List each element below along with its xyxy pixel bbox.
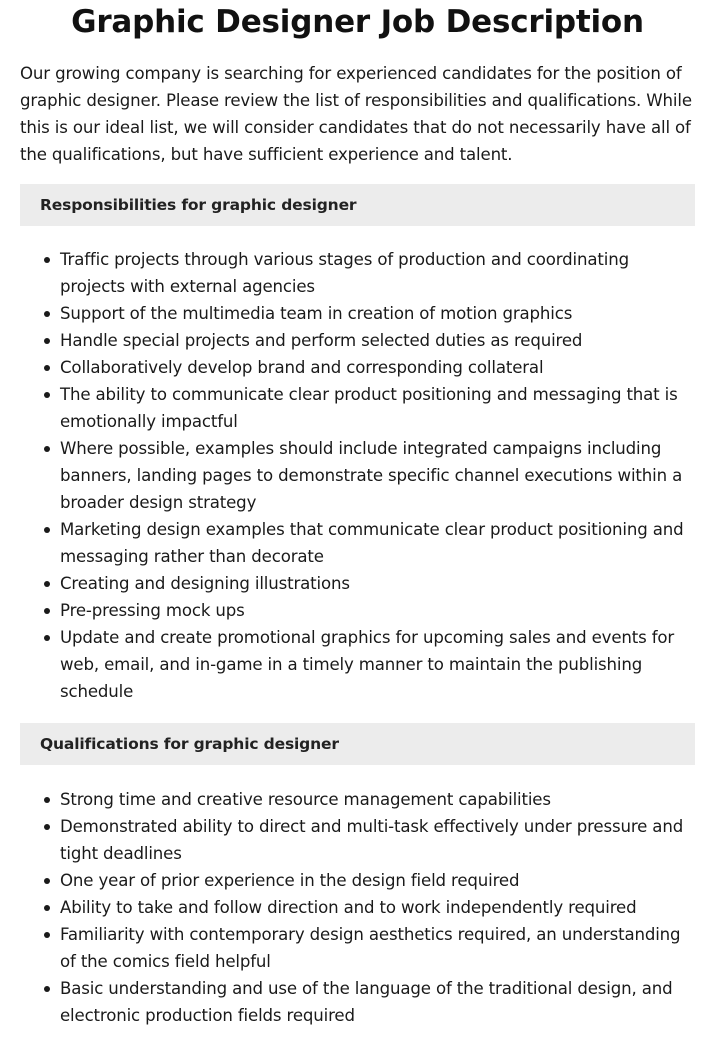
list-item: Basic understanding and use of the language of the traditional design, and electronic production fields required bbox=[60, 975, 695, 1029]
list-item: Collaboratively develop brand and corresponding collateral bbox=[60, 354, 695, 381]
qualifications-list bbox=[20, 786, 695, 1029]
qualifications-header bbox=[20, 723, 695, 765]
list-item: One year of prior experience in the design field required bbox=[60, 867, 695, 894]
list-item: Creating and designing illustrations bbox=[60, 570, 695, 597]
intro-paragraph: Our growing company is searching for experienced candidates for the position of graphic designer. Please review the list of responsibilities and qualifications. While this is our ideal list, we will consider candidates that do not necessarily have all of the qualifications, but have sufficient experience and talent. bbox=[20, 64, 692, 164]
list-item: Traffic projects through various stages of production and coordinating projects with external agencies bbox=[60, 246, 695, 300]
list-item: Update and create promotional graphics for upcoming sales and events for web, email, and in-game in a timely manner to maintain the publishing schedule bbox=[60, 624, 695, 705]
qualifications-heading: Qualifications for graphic designer bbox=[40, 735, 339, 753]
list-item: Support of the multimedia team in creation of motion graphics bbox=[60, 300, 695, 327]
list-item: Handle special projects and perform selected duties as required bbox=[60, 327, 695, 354]
list-item: Pre-pressing mock ups bbox=[60, 597, 695, 624]
list-item: Familiarity with contemporary design aesthetics required, an understanding of the comics field helpful bbox=[60, 921, 695, 975]
list-item: Demonstrated ability to direct and multi-task effectively under pressure and tight deadlines bbox=[60, 813, 695, 867]
list-item: Where possible, examples should include integrated campaigns including banners, landing pages to demonstrate specific channel executions within a broader design strategy bbox=[60, 435, 695, 516]
responsibilities-header bbox=[20, 184, 695, 226]
responsibilities-list bbox=[20, 246, 695, 705]
list-item: Marketing design examples that communicate clear product positioning and messaging rather than decorate bbox=[60, 516, 695, 570]
list-item: Ability to take and follow direction and to work independently required bbox=[60, 894, 695, 921]
list-item: Strong time and creative resource management capabilities bbox=[60, 786, 695, 813]
page-title: Graphic Designer Job Description bbox=[71, 4, 644, 40]
responsibilities-heading: Responsibilities for graphic designer bbox=[40, 196, 357, 214]
list-item: The ability to communicate clear product positioning and messaging that is emotionally impactful bbox=[60, 381, 695, 435]
